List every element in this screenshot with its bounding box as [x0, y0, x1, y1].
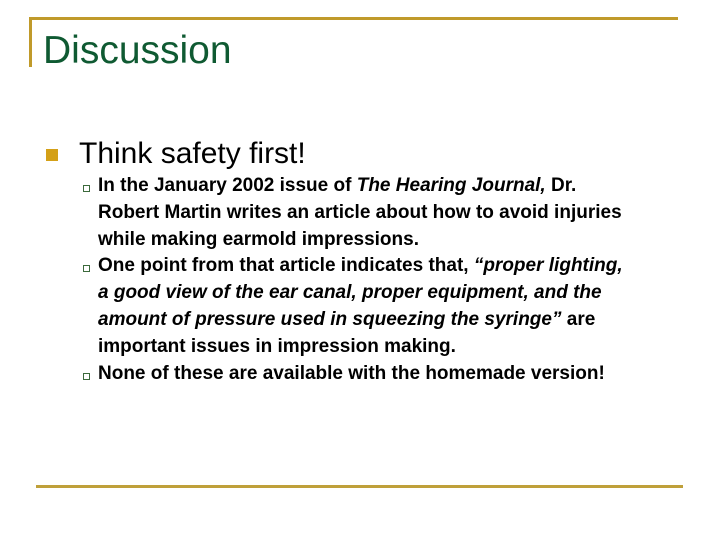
sub-bullet-list: [83, 173, 663, 387]
sub-bullet-text: [98, 361, 638, 388]
title-left-rule: [29, 17, 32, 67]
text-run: One point from that article indicates that,: [98, 255, 474, 277]
quoted-text: “proper lighting, a good view of the ear canal, proper equipment, and the amount of pressure used in squeezing the syringe”: [98, 255, 623, 330]
sub-bullet-item: [83, 173, 663, 253]
text-run: Dr. Robert Martin writes an article about how to avoid injuries while making earmold impressions.: [98, 175, 622, 250]
filled-square-bullet-icon: [46, 149, 58, 161]
sub-bullet-item: [83, 253, 663, 360]
hollow-square-bullet-icon: [83, 185, 90, 192]
main-bullet-text: Think safety first!: [79, 137, 306, 170]
text-run: None of these are available with the homemade version!: [98, 362, 605, 384]
text-run: are important issues in impression making.: [98, 308, 596, 357]
title-top-rule: [29, 17, 678, 20]
slide-title: Discussion: [43, 29, 232, 72]
sub-bullet-text: [98, 253, 638, 360]
journal-title: The Hearing Journal,: [356, 175, 546, 196]
hollow-square-bullet-icon: [83, 373, 90, 380]
footer-rule: [36, 485, 683, 488]
sub-bullet-item: [83, 361, 663, 388]
hollow-square-bullet-icon: [83, 265, 90, 272]
text-run: In the January 2002 issue of: [98, 175, 357, 196]
main-bullet-item: [40, 136, 306, 172]
sub-bullet-text: [98, 173, 638, 253]
